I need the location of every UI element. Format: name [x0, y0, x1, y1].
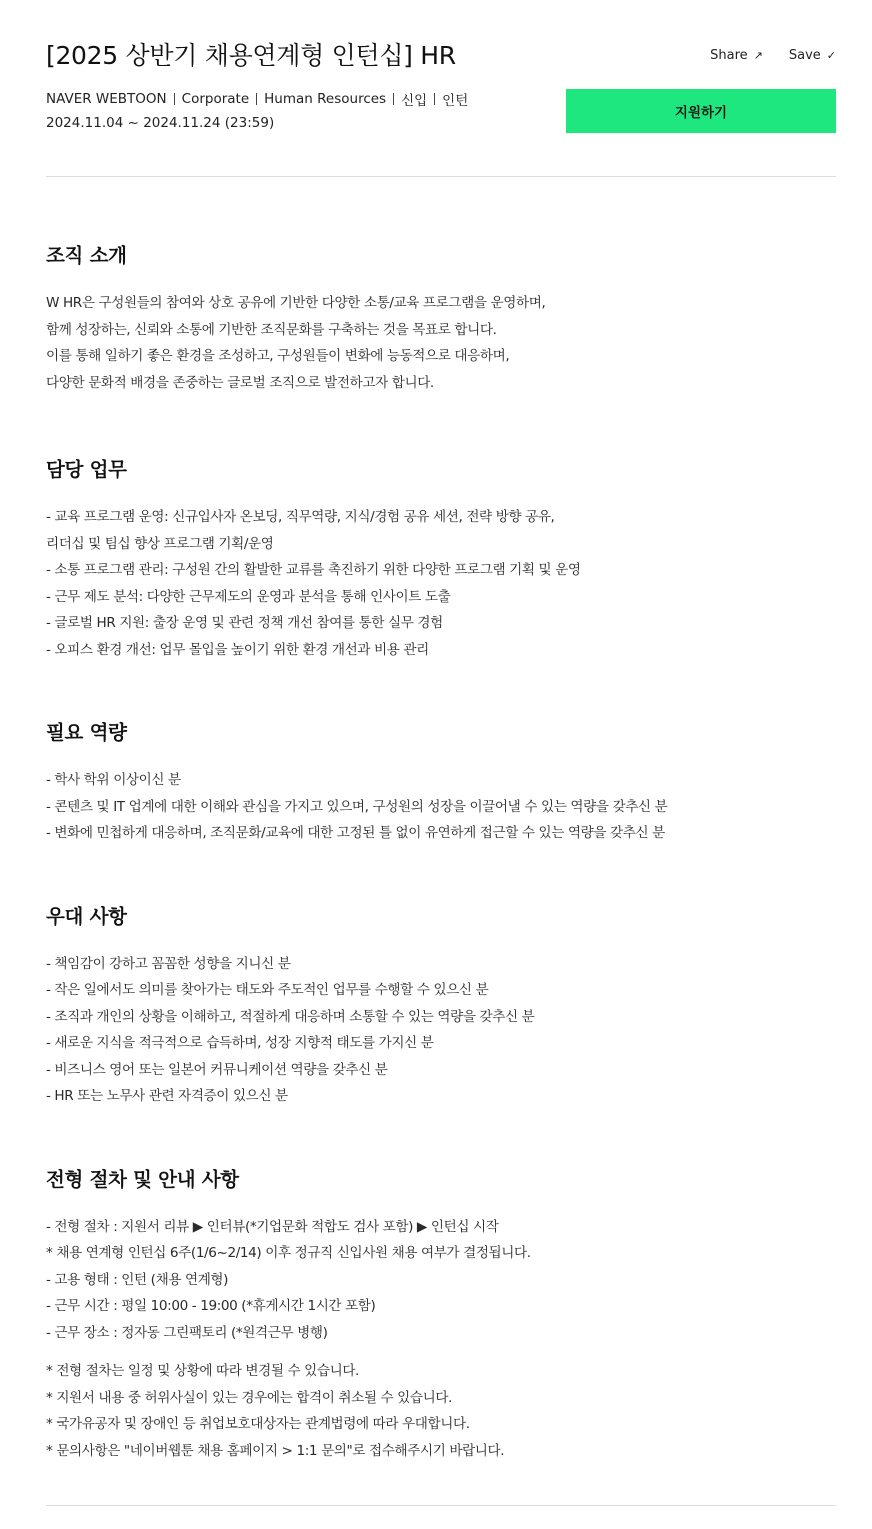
tag-divider — [256, 93, 257, 105]
tag-category: Corporate — [181, 91, 250, 107]
text-line: - 소통 프로그램 관리: 구성원 간의 활발한 교류를 촉진하기 위한 다양한 프로그램 기획 및 운영 — [46, 562, 581, 578]
text-line: - 조직과 개인의 상황을 이해하고, 적절하게 대응하며 소통할 수 있는 역량을 갖추신 분 — [46, 1008, 535, 1025]
section-title: 담당 업무 — [46, 458, 127, 481]
text-line: - 글로벌 HR 지원: 출장 운영 및 관련 정책 개선 참여를 통한 실무 경험 — [46, 615, 443, 631]
text-line: * 채용 연계형 인턴십 6주(1/6~2/14) 이후 정규직 신입사원 채용 여부가 결정됩니다. — [46, 1245, 531, 1261]
section-body — [46, 951, 836, 1110]
section-title: 조직 소개 — [46, 244, 127, 267]
spacer — [46, 1346, 836, 1358]
note-line: * 문의사항은 "네이버웹툰 채용 홈페이지 > 1:1 문의"로 접수해주시기 바랍니다. — [46, 1442, 505, 1459]
section-title: 전형 절차 및 안내 사항 — [46, 1167, 239, 1191]
section-requirements — [46, 715, 836, 847]
save-button[interactable] — [789, 48, 836, 63]
tag-employment-type: 인턴 — [442, 93, 469, 109]
section-body — [46, 504, 836, 663]
tag-company: NAVER WEBTOON — [46, 91, 167, 107]
tag-job-field: Human Resources — [264, 91, 387, 107]
share-button[interactable] — [710, 48, 763, 63]
text-line: - 근무 시간 : 평일 10:00 - 19:00 (*휴게시간 1시간 포함) — [46, 1298, 376, 1314]
check-icon: ✓ — [826, 49, 836, 62]
text-line: - 콘텐츠 및 IT 업계에 대한 이해와 관심을 가지고 있으며, 구성원의 성장을 이끌어낼 수 있는 역량을 갖추신 분 — [46, 798, 668, 815]
text-line: - 변화에 민첩하게 대응하며, 조직문화/교육에 대한 고정된 틀 없이 유연하게 접근할 수 있는 역량을 갖추신 분 — [46, 825, 665, 841]
text-line: - 근무 제도 분석: 다양한 근무제도의 운영과 분석을 통해 인사이트 도출 — [46, 588, 451, 605]
text-line: - 비즈니스 영어 또는 일본어 커뮤니케이션 역량을 갖추신 분 — [46, 1061, 388, 1078]
section-title: 우대 사항 — [46, 904, 127, 928]
text-line: - 근무 장소 : 정자동 그린팩토리 (*원격근무 병행) — [46, 1324, 328, 1341]
section-preferred — [46, 899, 836, 1110]
tag-divider — [174, 93, 175, 105]
tag-career-level: 신입 — [401, 93, 428, 109]
note-line: * 지원서 내용 중 허위사실이 있는 경우에는 합격이 취소될 수 있습니다. — [46, 1389, 453, 1406]
text-line: 이를 통해 일하기 좋은 환경을 조성하고, 구성원들이 변화에 능동적으로 대응하며, — [46, 348, 510, 364]
job-title: [2025 상반기 채용연계형 인턴십] HR — [46, 41, 456, 70]
save-label: Save — [788, 48, 821, 63]
tag-divider — [434, 93, 435, 105]
section-org-intro — [46, 238, 836, 396]
text-line: - 학사 학위 이상이신 분 — [46, 772, 181, 788]
application-period: 2024.11.04 ~ 2024.11.24 (23:59) — [46, 115, 275, 131]
text-line: 리더십 및 팀십 향상 프로그램 기획/운영 — [46, 535, 274, 552]
tag-divider — [393, 93, 394, 105]
share-label: Share — [710, 48, 748, 63]
arrow-up-right-icon: ↗ — [753, 49, 763, 62]
note-line: * 국가유공자 및 장애인 등 취업보호대상자는 관계법령에 따라 우대합니다. — [46, 1416, 470, 1432]
note-line: * 전형 절차는 일정 및 상황에 따라 변경될 수 있습니다. — [46, 1363, 359, 1379]
header-actions — [710, 48, 836, 63]
text-line: 함께 성장하는, 신뢰와 소통에 기반한 조직문화를 구축하는 것을 목표로 합니다. — [46, 321, 497, 338]
text-line: - 전형 절차 : 지원서 리뷰 ▶ 인터뷰(*기업문화 적합도 검사 포함) ▶ 인턴십 시작 — [46, 1218, 499, 1235]
section-duties — [46, 452, 836, 663]
text-line: - HR 또는 노무사 관련 자격증이 있으신 분 — [46, 1088, 288, 1104]
job-header — [46, 36, 836, 176]
section-body — [46, 290, 836, 396]
footer-divider — [46, 1505, 836, 1506]
text-line: 다양한 문화적 배경을 존중하는 글로벌 조직으로 발전하고자 합니다. — [46, 374, 434, 391]
text-line: - 책임감이 강하고 꼼꼼한 성향을 지니신 분 — [46, 955, 291, 972]
apply-button[interactable]: 지원하기 — [566, 89, 836, 133]
text-line: W HR은 구성원들의 참여와 상호 공유에 기반한 다양한 소통/교육 프로그램을 운영하며, — [46, 295, 546, 311]
text-line: - 고용 형태 : 인턴 (채용 연계형) — [46, 1271, 229, 1288]
text-line: - 오피스 환경 개선: 업무 몰입을 높이기 위한 환경 개선과 비용 관리 — [46, 641, 429, 658]
job-description — [46, 238, 836, 1464]
section-process — [46, 1162, 836, 1465]
text-line: - 작은 일에서도 의미를 찾아가는 태도와 주도적인 업무를 수행할 수 있으신 분 — [46, 982, 489, 998]
text-line: - 교육 프로그램 운영: 신규입사자 온보딩, 직무역량, 지식/경험 공유 세션, 전략 방향 공유, — [46, 509, 555, 525]
section-body — [46, 767, 836, 847]
job-tags — [46, 89, 468, 109]
section-body — [46, 1214, 836, 1465]
header-divider — [46, 176, 836, 177]
section-title: 필요 역량 — [46, 721, 127, 744]
text-line: - 새로운 지식을 적극적으로 습득하며, 성장 지향적 태도를 가지신 분 — [46, 1035, 434, 1051]
